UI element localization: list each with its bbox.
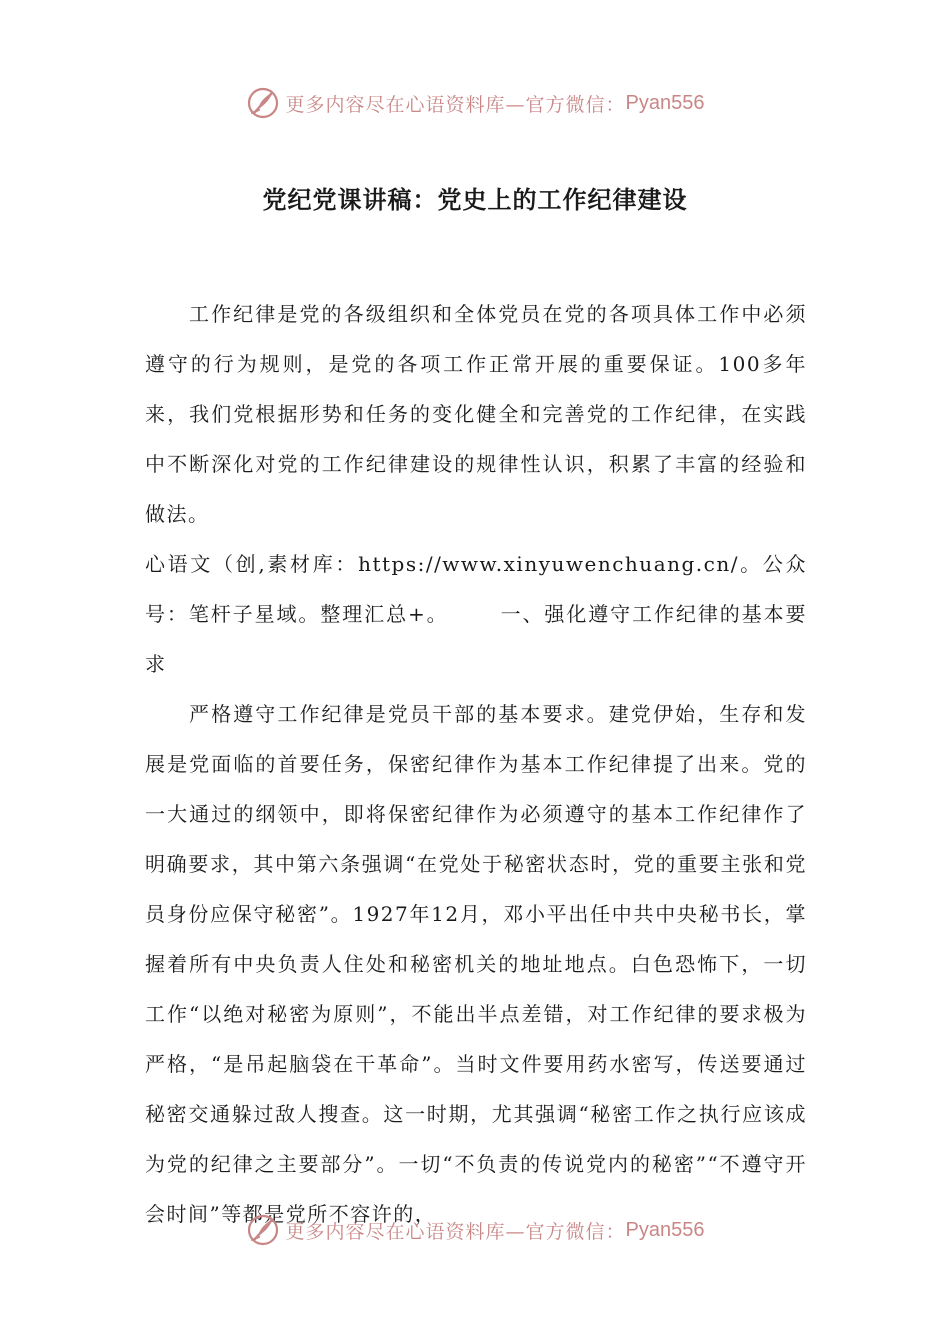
watermark-footer <box>0 1210 950 1250</box>
quill-logo-icon <box>246 1213 280 1247</box>
paragraph-intro: 工作纪律是党的各级组织和全体党员在党的各项具体工作中必须遵守的行为规则，是党的各项工作正常开展的重要保证。100多年来，我们党根据形势和任务的变化健全和完善党的工作纪律，在实践中不断深化对党的工作纪律建设的规律性认识，积累了丰富的经验和做法。 <box>145 302 807 526</box>
watermark-id: Pyan556 <box>625 1218 705 1241</box>
watermark-text: 更多内容尽在心语资料库—官方微信： <box>285 1220 626 1243</box>
section-heading: 一、强化遵守工作纪律的基本要求 <box>145 602 808 676</box>
quill-logo-icon <box>246 86 280 120</box>
watermark-id: Pyan556 <box>625 91 705 114</box>
source-note-paragraph <box>145 539 807 689</box>
paragraph-section-1: 严格遵守工作纪律是党员干部的基本要求。建党伊始，生存和发展是党面临的首要任务，保密纪律作为基本工作纪律提了出来。党的一大通过的纲领中，即将保密纪律作为必须遵守的基本工作纪律作了明确要求，其中第六条强调“在党处于秘密状态时，党的重要主张和党员身份应保守秘密”。1927年12月，邓小平出任中共中央秘书长，掌握着所有中央负责人住处和秘密机关的地址地点。白色恐怖下，一切工作“以绝对秘密为原则”，不能出半点差错，对工作纪律的要求极为严格，“是吊起脑袋在干革命”。当时文件要用药水密写，传送要通过秘密交通躲过敌人搜查。这一时期，尤其强调“秘密工作之执行应该成为党的纪律之主要部分”。一切“不负责的传说党内的秘密”“不遵守开会时间”等都是党所不容许的， <box>145 702 807 1226</box>
watermark-text: 更多内容尽在心语资料库—官方微信： <box>285 93 626 116</box>
watermark-header <box>0 83 950 123</box>
document-body <box>145 289 807 1239</box>
document-title: 党纪党课讲稿：党史上的工作纪律建设 <box>262 185 688 214</box>
source-note: 心语文（创,素材库：https://www.xinyuwenchuang.cn/。公众号：笔杆子星域。整理汇总+。 <box>145 552 807 626</box>
